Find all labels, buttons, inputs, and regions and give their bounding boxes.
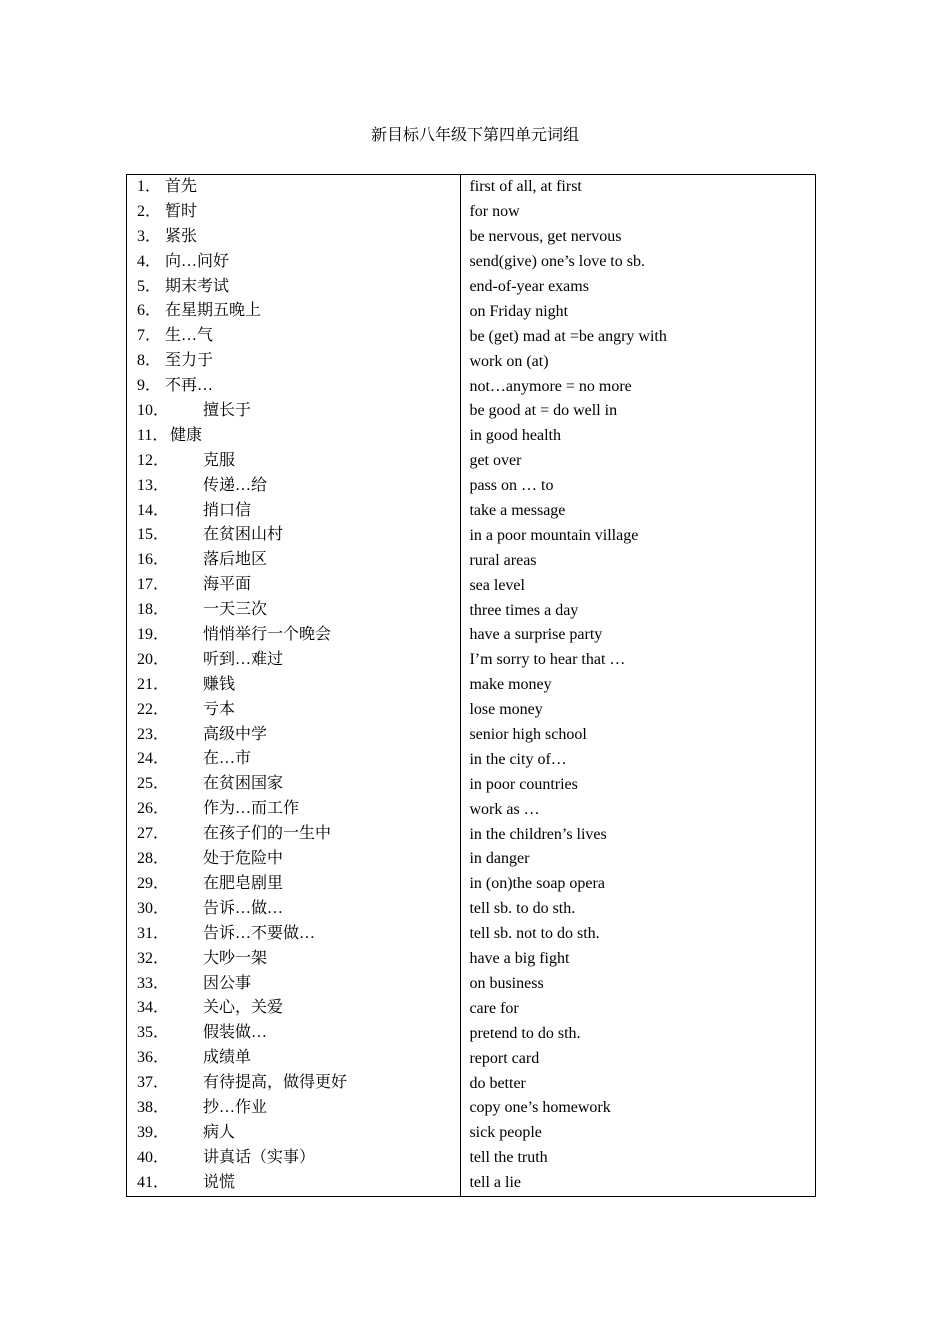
- english-phrase: in poor countries: [461, 772, 816, 797]
- row-number: 14．: [137, 501, 170, 519]
- row-number: 7．: [137, 327, 162, 345]
- table-row: [127, 623, 816, 648]
- chinese-cell: [127, 225, 461, 250]
- english-phrase: in good health: [461, 424, 816, 449]
- english-phrase: send(give) one’s love to sb.: [461, 250, 816, 275]
- table-row: [127, 200, 816, 225]
- english-phrase: for now: [461, 200, 816, 225]
- chinese-phrase: 期末考试: [165, 277, 230, 295]
- english-phrase: rural areas: [461, 548, 816, 573]
- table-row: [127, 1096, 816, 1121]
- english-phrase: work on (at): [461, 349, 816, 374]
- chinese-cell: [127, 673, 461, 698]
- table-row: [127, 175, 816, 200]
- table-row: [127, 1071, 816, 1096]
- chinese-cell: [127, 548, 461, 573]
- english-phrase: tell sb. not to do sth.: [461, 922, 816, 947]
- chinese-cell: [127, 200, 461, 225]
- chinese-cell: [127, 1046, 461, 1071]
- chinese-phrase: 悄悄举行一个晚会: [203, 626, 332, 644]
- english-phrase: in the city of…: [461, 747, 816, 772]
- english-phrase: have a surprise party: [461, 623, 816, 648]
- table-row: [127, 772, 816, 797]
- table-row: [127, 374, 816, 399]
- row-number: 22．: [137, 700, 170, 718]
- chinese-phrase: 克服: [203, 451, 236, 469]
- row-number: 27．: [137, 825, 170, 843]
- table-row: [127, 598, 816, 623]
- table-row: [127, 872, 816, 897]
- row-number: 17．: [137, 576, 170, 594]
- chinese-cell: [127, 324, 461, 349]
- table-row: [127, 275, 816, 300]
- row-number: 15．: [137, 526, 170, 544]
- english-phrase: tell the truth: [461, 1146, 816, 1171]
- chinese-cell: [127, 648, 461, 673]
- english-phrase: be (get) mad at =be angry with: [461, 324, 816, 349]
- english-phrase: tell sb. to do sth.: [461, 897, 816, 922]
- chinese-phrase: 在孩子们的一生中: [203, 825, 332, 843]
- chinese-phrase: 讲真话（实事）: [203, 1148, 316, 1166]
- row-number: 31．: [137, 924, 170, 942]
- row-number: 38．: [137, 1098, 170, 1116]
- chinese-cell: [127, 847, 461, 872]
- table-row: [127, 1046, 816, 1071]
- table-row: [127, 1121, 816, 1146]
- english-phrase: end-of-year exams: [461, 275, 816, 300]
- row-number: 11．: [137, 426, 169, 444]
- english-phrase: senior high school: [461, 723, 816, 748]
- chinese-cell: [127, 723, 461, 748]
- chinese-phrase: 说慌: [203, 1173, 236, 1191]
- table-row: [127, 548, 816, 573]
- chinese-cell: [127, 1021, 461, 1046]
- chinese-cell: [127, 573, 461, 598]
- english-phrase: on business: [461, 972, 816, 997]
- row-number: 21．: [137, 675, 170, 693]
- chinese-cell: [127, 175, 461, 200]
- english-phrase: on Friday night: [461, 299, 816, 324]
- chinese-cell: [127, 250, 461, 275]
- chinese-phrase: 亏本: [203, 700, 236, 718]
- chinese-phrase: 在贫困山村: [203, 526, 284, 544]
- table-row: [127, 299, 816, 324]
- row-number: 32．: [137, 949, 170, 967]
- english-phrase: care for: [461, 996, 816, 1021]
- row-number: 1．: [137, 178, 162, 195]
- row-number: 19．: [137, 626, 170, 644]
- table-row: [127, 349, 816, 374]
- row-number: 28．: [137, 850, 170, 868]
- table-row: [127, 698, 816, 723]
- chinese-phrase: 落后地区: [203, 551, 268, 569]
- table-row: [127, 324, 816, 349]
- chinese-phrase: 生…气: [165, 327, 214, 345]
- english-phrase: in (on)the soap opera: [461, 872, 816, 897]
- chinese-cell: [127, 424, 461, 449]
- chinese-cell: [127, 747, 461, 772]
- chinese-cell: [127, 972, 461, 997]
- chinese-phrase: 向…问好: [165, 252, 230, 270]
- chinese-phrase: 作为…而工作: [203, 800, 300, 818]
- chinese-phrase: 捎口信: [203, 501, 252, 519]
- table-row: [127, 673, 816, 698]
- english-phrase: in a poor mountain village: [461, 523, 816, 548]
- chinese-cell: [127, 897, 461, 922]
- english-phrase: do better: [461, 1071, 816, 1096]
- chinese-phrase: 高级中学: [203, 725, 268, 743]
- chinese-cell: [127, 374, 461, 399]
- table-row: [127, 797, 816, 822]
- english-phrase: copy one’s homework: [461, 1096, 816, 1121]
- english-phrase: sick people: [461, 1121, 816, 1146]
- chinese-cell: [127, 598, 461, 623]
- english-phrase: first of all, at first: [461, 175, 816, 200]
- row-number: 13．: [137, 476, 170, 494]
- chinese-cell: [127, 1071, 461, 1096]
- chinese-cell: [127, 872, 461, 897]
- phrase-table-body: [127, 175, 816, 1197]
- english-phrase: work as …: [461, 797, 816, 822]
- chinese-cell: [127, 275, 461, 300]
- row-number: 4．: [137, 252, 162, 270]
- row-number: 26．: [137, 800, 170, 818]
- chinese-phrase: 成绩单: [203, 1049, 252, 1067]
- english-phrase: lose money: [461, 698, 816, 723]
- table-row: [127, 399, 816, 424]
- chinese-cell: [127, 474, 461, 499]
- table-row: [127, 1021, 816, 1046]
- english-phrase: make money: [461, 673, 816, 698]
- chinese-cell: [127, 399, 461, 424]
- table-row: [127, 847, 816, 872]
- row-number: 5．: [137, 277, 162, 295]
- chinese-phrase: 在肥皂剧里: [203, 874, 284, 892]
- table-row: [127, 922, 816, 947]
- chinese-phrase: 告诉…做…: [203, 899, 284, 917]
- table-row: [127, 972, 816, 997]
- table-row: [127, 474, 816, 499]
- row-number: 35．: [137, 1024, 170, 1042]
- row-number: 25．: [137, 775, 170, 793]
- english-phrase: tell a lie: [461, 1171, 816, 1196]
- chinese-phrase: 健康: [170, 426, 203, 444]
- chinese-cell: [127, 1171, 461, 1196]
- chinese-phrase: 首先: [165, 178, 198, 195]
- row-number: 8．: [137, 352, 162, 370]
- row-number: 23．: [137, 725, 170, 743]
- row-number: 37．: [137, 1074, 170, 1092]
- chinese-phrase: 一天三次: [203, 601, 268, 619]
- english-phrase: I’m sorry to hear that …: [461, 648, 816, 673]
- english-phrase: pretend to do sth.: [461, 1021, 816, 1046]
- row-number: 3．: [137, 227, 162, 245]
- row-number: 39．: [137, 1123, 170, 1141]
- chinese-phrase: 至力于: [165, 352, 214, 370]
- english-phrase: in the children’s lives: [461, 822, 816, 847]
- table-row: [127, 424, 816, 449]
- chinese-cell: [127, 449, 461, 474]
- table-row: [127, 225, 816, 250]
- chinese-phrase: 紧张: [165, 227, 198, 245]
- english-phrase: pass on … to: [461, 474, 816, 499]
- english-phrase: have a big fight: [461, 947, 816, 972]
- chinese-phrase: 在星期五晚上: [165, 302, 262, 320]
- english-phrase: be nervous, get nervous: [461, 225, 816, 250]
- table-row: [127, 499, 816, 524]
- chinese-cell: [127, 349, 461, 374]
- row-number: 29．: [137, 874, 170, 892]
- chinese-cell: [127, 822, 461, 847]
- chinese-phrase: 听到…难过: [203, 650, 284, 668]
- chinese-phrase: 不再…: [165, 377, 214, 395]
- chinese-cell: [127, 698, 461, 723]
- table-row: [127, 723, 816, 748]
- english-phrase: sea level: [461, 573, 816, 598]
- chinese-phrase: 传递…给: [203, 476, 268, 494]
- chinese-phrase: 赚钱: [203, 675, 236, 693]
- chinese-phrase: 海平面: [203, 576, 252, 594]
- table-row: [127, 947, 816, 972]
- chinese-cell: [127, 499, 461, 524]
- row-number: 34．: [137, 999, 170, 1017]
- chinese-phrase: 有待提高，做得更好: [203, 1074, 348, 1092]
- table-row: [127, 1171, 816, 1196]
- english-phrase: be good at = do well in: [461, 399, 816, 424]
- chinese-cell: [127, 1121, 461, 1146]
- row-number: 36．: [137, 1049, 170, 1067]
- chinese-cell: [127, 996, 461, 1021]
- row-number: 12．: [137, 451, 170, 469]
- chinese-cell: [127, 922, 461, 947]
- english-phrase: not…anymore = no more: [461, 374, 816, 399]
- chinese-phrase: 在贫困国家: [203, 775, 284, 793]
- chinese-cell: [127, 523, 461, 548]
- chinese-cell: [127, 623, 461, 648]
- table-row: [127, 747, 816, 772]
- table-row: [127, 996, 816, 1021]
- chinese-cell: [127, 1096, 461, 1121]
- chinese-phrase: 因公事: [203, 974, 252, 992]
- chinese-phrase: 关心，关爱: [203, 999, 284, 1017]
- chinese-phrase: 擅长于: [203, 402, 252, 420]
- phrase-table: [126, 174, 816, 1197]
- row-number: 24．: [137, 750, 170, 768]
- chinese-cell: [127, 772, 461, 797]
- english-phrase: report card: [461, 1046, 816, 1071]
- row-number: 20．: [137, 650, 170, 668]
- row-number: 41．: [137, 1173, 170, 1191]
- chinese-phrase: 暂时: [165, 202, 198, 220]
- english-phrase: in danger: [461, 847, 816, 872]
- chinese-phrase: 处于危险中: [203, 850, 284, 868]
- row-number: 6．: [137, 302, 162, 320]
- chinese-cell: [127, 1146, 461, 1171]
- document-title: 新目标八年级下第四单元词组: [370, 127, 579, 144]
- chinese-phrase: 告诉…不要做…: [203, 924, 316, 942]
- table-row: [127, 822, 816, 847]
- row-number: 10．: [137, 402, 170, 420]
- table-row: [127, 449, 816, 474]
- table-row: [127, 523, 816, 548]
- table-row: [127, 250, 816, 275]
- table-row: [127, 573, 816, 598]
- english-phrase: get over: [461, 449, 816, 474]
- english-phrase: three times a day: [461, 598, 816, 623]
- row-number: 2．: [137, 202, 162, 220]
- row-number: 33．: [137, 974, 170, 992]
- chinese-phrase: 假装做…: [203, 1024, 268, 1042]
- table-row: [127, 648, 816, 673]
- chinese-cell: [127, 797, 461, 822]
- chinese-cell: [127, 947, 461, 972]
- table-row: [127, 897, 816, 922]
- english-phrase: take a message: [461, 499, 816, 524]
- row-number: 18．: [137, 601, 170, 619]
- chinese-phrase: 在…市: [203, 750, 252, 768]
- row-number: 9．: [137, 377, 162, 395]
- row-number: 30．: [137, 899, 170, 917]
- row-number: 16．: [137, 551, 170, 569]
- chinese-phrase: 病人: [203, 1123, 236, 1141]
- table-row: [127, 1146, 816, 1171]
- chinese-cell: [127, 299, 461, 324]
- row-number: 40．: [137, 1148, 170, 1166]
- chinese-phrase: 大吵一架: [203, 949, 268, 967]
- chinese-phrase: 抄…作业: [203, 1098, 268, 1116]
